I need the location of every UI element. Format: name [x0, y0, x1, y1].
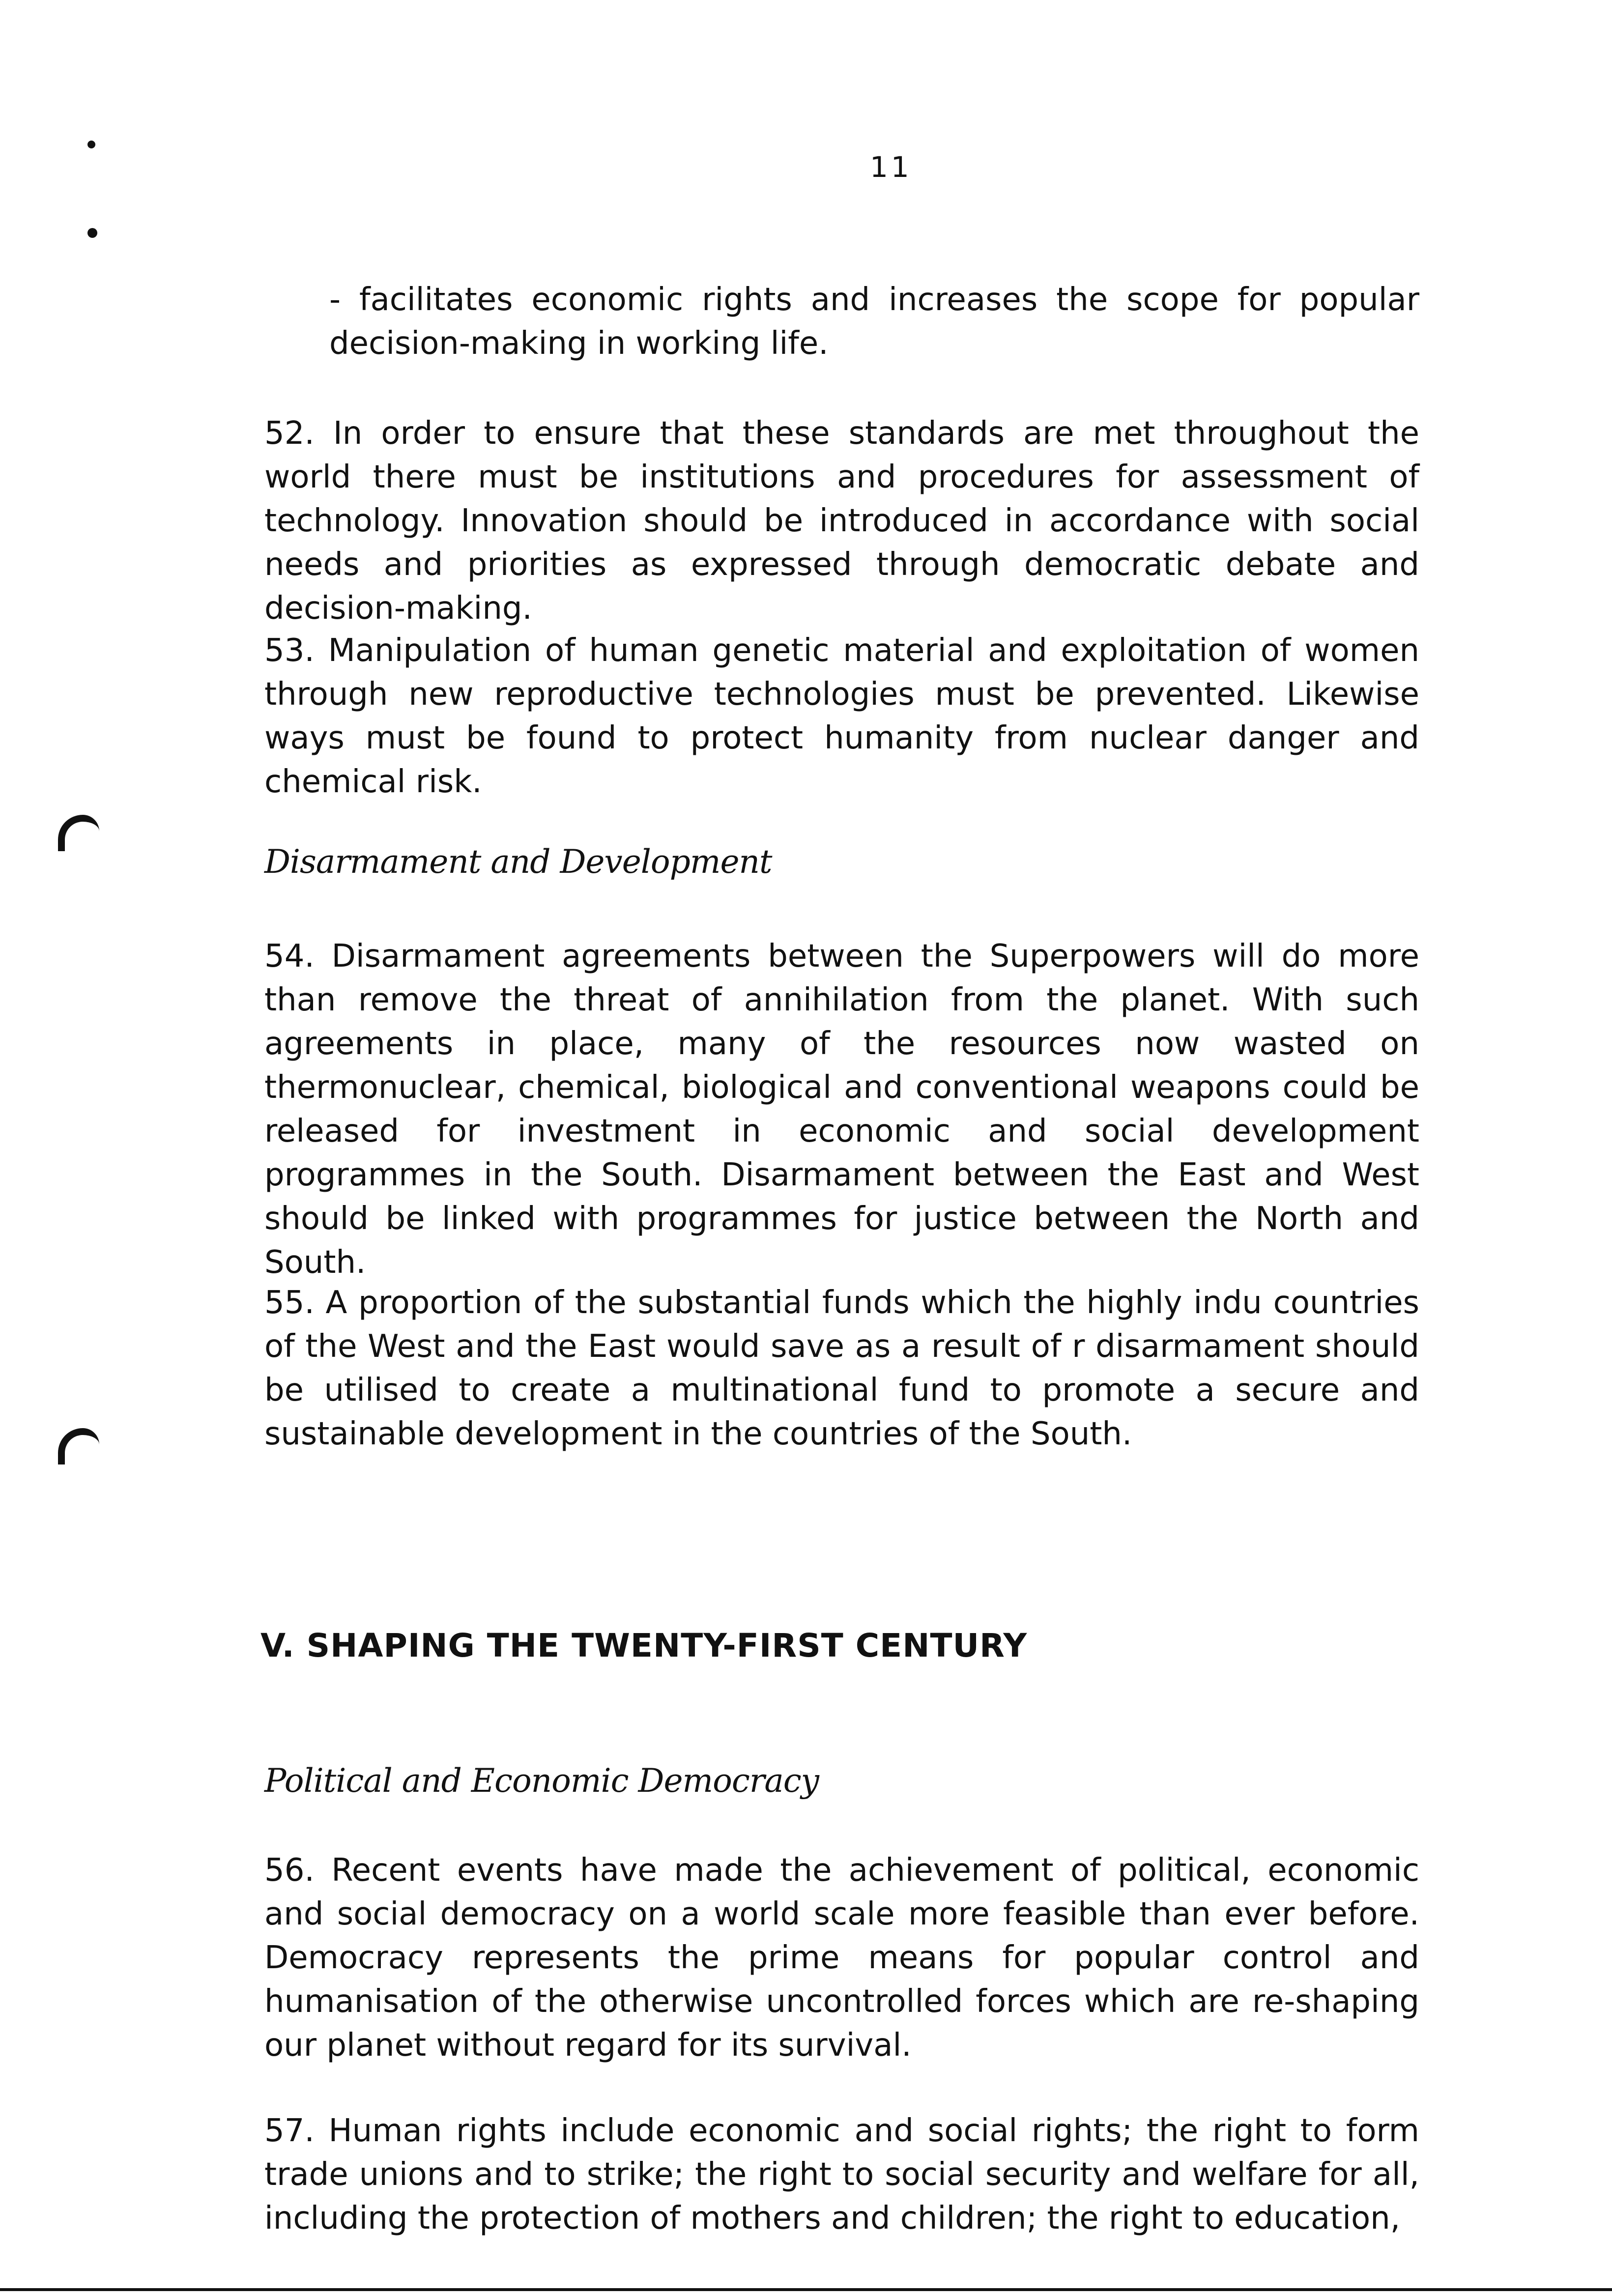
margin-dot-lower	[87, 228, 97, 238]
paragraph-57: 57. Human rights include economic and social rights; the right to form trade unions and to strike; the right to social security and welfare for all, including the protection of mothers and children; the right to education,	[264, 2113, 1419, 2237]
section-heading: V. SHAPING THE TWENTY-FIRST CENTURY	[260, 1627, 1028, 1665]
paragraph-55: 55. A proportion of the substantial funds which the highly indu countries of the West and the East would save as a result of r disarmament should be utilised to create a multinational fund to promote a secure and sustainable development in the countries of the South.	[264, 1285, 1419, 1452]
paragraph-52: 52. In order to ensure that these standards are met throughout the world there must be institutions and procedures for assessment of technology. Innovation should be introduced in accordance with social needs and priorities as expressed through democratic debate and decision-making.	[264, 415, 1419, 627]
paragraph-56: 56. Recent events have made the achievement of political, economic and social democracy on a world scale more feasible than ever before. Democracy represents the prime means for popular control and humanisation of the otherwise uncontrolled forces which are re-shaping our planet without regard for its survival.	[264, 1852, 1419, 2064]
paragraph-54: 54. Disarmament agreements between the Superpowers will do more than remove the threat of annihilation from the planet. With such agreements in place, many of the resources now wasted on thermonuclear, chemical, biological and conventional weapons could be released for investment in economic and social development programmes in the South. Disarmament between the East and West should be linked with programmes for justice between the North and South.	[264, 938, 1419, 1281]
punch-hole-mark	[58, 815, 99, 851]
paragraph-53: 53. Manipulation of human genetic material and exploitation of women through new reproductive technologies must be prevented. Likewise ways must be found to protect humanity from nuclear danger and chemical risk.	[264, 632, 1419, 800]
page-number: 11	[870, 150, 912, 184]
margin-dot-top	[87, 141, 95, 148]
subheading-democracy: Political and Economic Democracy	[264, 1762, 819, 1800]
punch-hole-mark	[58, 1428, 99, 1464]
list-item: - facilitates economic rights and increases the scope for popular decision-making in working life.	[329, 282, 1419, 362]
page-bottom-rule	[0, 2288, 1612, 2291]
subheading-disarmament: Disarmament and Development	[264, 843, 772, 881]
